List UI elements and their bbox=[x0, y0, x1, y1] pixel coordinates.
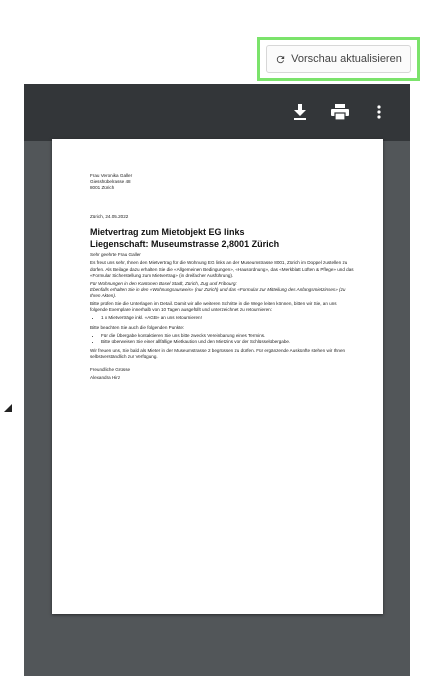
refresh-highlight bbox=[257, 37, 420, 81]
collapse-arrow-icon[interactable] bbox=[4, 399, 12, 407]
return-list bbox=[90, 315, 354, 321]
italic-note: Für Wohnungen in den Kantonen Basel Stadt, Zürich, Zug und Fribourg: bbox=[90, 280, 237, 286]
download-icon[interactable] bbox=[290, 102, 310, 122]
paragraph: Bitte beachten Sie auch die folgenden Punkte: bbox=[90, 324, 185, 330]
refresh-preview-button[interactable] bbox=[266, 45, 411, 73]
recipient-address bbox=[90, 173, 354, 192]
paragraph: Bitte prüfen Sie die Unterlagen im Detail. Damit wir alle weiteren Schritte in die Wege leiten können, bitten wir Sie, an uns folgende Exemplare innerhalb von 10 Tagen ausgefüllt und unterzeichnet zu retournieren: bbox=[90, 301, 337, 313]
print-icon[interactable] bbox=[330, 102, 350, 122]
letter-date: Zürich, 24.05.2022 bbox=[90, 213, 129, 219]
letter-title: Mietvertrag zum Mietobjekt EG links bbox=[90, 226, 245, 237]
paragraph: Wir freuen uns, Sie bald als Mieter in der Museumstrasse 2 begrüssen zu dürfen. Für ergänzende Auskünfte stehen wir Ihnen selbstverständlich zur Verfügung. bbox=[90, 348, 346, 360]
refresh-icon bbox=[275, 54, 286, 65]
points-list bbox=[90, 333, 354, 345]
letter-body bbox=[90, 173, 354, 383]
italic-note: Ebenfalls erhalten Sie in den «Wohnungsausweis» (nur Zürich) und das «Formular zur Mitteilung des Anfangsmietzinses» (zu Ihren Akten). bbox=[90, 287, 346, 299]
closing: Freundliche Grüsse bbox=[90, 367, 131, 373]
address-line: Frau Veronika Galler bbox=[90, 173, 133, 178]
list-item: • Bitte überweisen Sie einer allfällige Mietkaution und den Mietzins vor der Schlüsselübergabe. bbox=[101, 339, 354, 345]
pdf-page bbox=[52, 139, 383, 614]
refresh-button-label: Vorschau aktualisieren bbox=[291, 53, 402, 65]
list-item: • 1 x Mietverträge inkl. «AGB» an uns retournieren! bbox=[101, 315, 354, 321]
paragraph: Es freut uns sehr, Ihnen den Mietvertrag für die Wohnung EG links an der Museumstrasse 8001, Zürich im Doppel zustellen zu dürfen. Als Beilage dazu erhalten Sie die «Allgemeinen Bedingungen», «Hausordnung», das «Merkblatt Lüften & Pflege» und das «Formular Sicherstellung zum Mietvertrag» (in dreifacher Ausführung). bbox=[90, 260, 354, 278]
address-line: Giesshübelrasse 48 bbox=[90, 179, 131, 185]
pdf-toolbar bbox=[24, 84, 410, 141]
address-line: 8001 Zürich bbox=[90, 185, 115, 191]
letter-subtitle: Liegenschaft: Museumstrasse 2,8001 Zürich bbox=[90, 238, 280, 249]
more-vert-icon[interactable] bbox=[369, 102, 389, 122]
list-item: • Für die Übergabe kontaktieren Sie uns bitte zwecks Vereinbarung eines Termins. bbox=[101, 333, 354, 339]
signature: Alexandra Hirz bbox=[90, 375, 121, 381]
salutation: Sehr geehrte Frau Galler bbox=[90, 252, 141, 258]
